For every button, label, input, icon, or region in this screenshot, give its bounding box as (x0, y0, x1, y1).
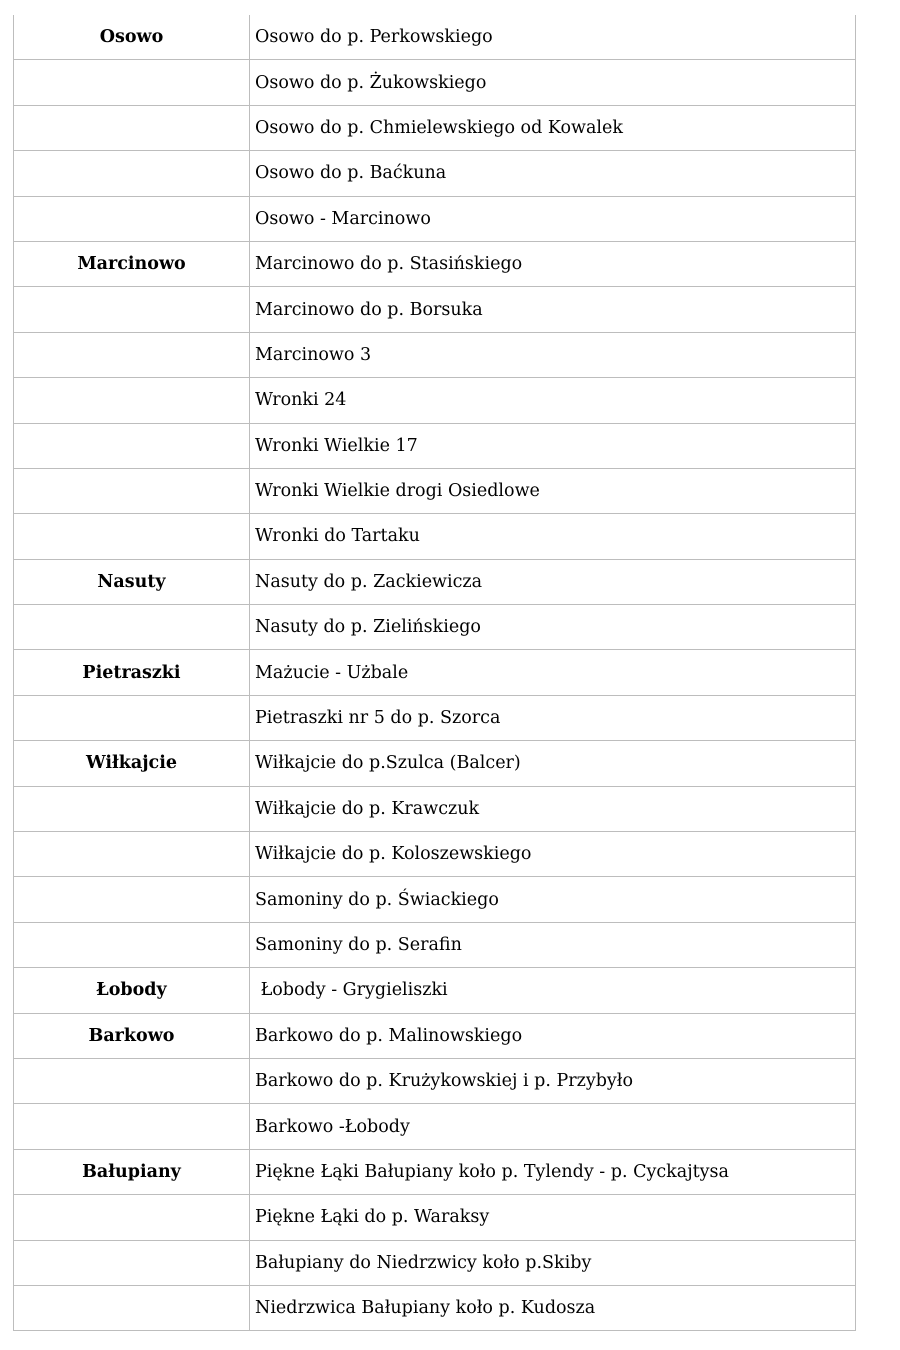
table-row (14, 514, 856, 559)
road-cell: Barkowo -Łobody (250, 1104, 856, 1149)
table-row (14, 423, 856, 468)
road-cell: Łobody - Grygieliszki (250, 968, 856, 1013)
road-cell: Marcinowo do p. Borsuka (250, 287, 856, 332)
road-cell: Pietraszki nr 5 do p. Szorca (250, 695, 856, 740)
table-row (14, 1285, 856, 1330)
village-cell (14, 1058, 250, 1103)
village-cell (14, 196, 250, 241)
road-cell: Piękne Łąki do p. Waraksy (250, 1195, 856, 1240)
road-cell: Marcinowo do p. Stasińskiego (250, 241, 856, 286)
table-row (14, 1195, 856, 1240)
road-cell: Osowo do p. Żukowskiego (250, 60, 856, 105)
table-row (14, 332, 856, 377)
road-cell: Samoniny do p. Serafin (250, 922, 856, 967)
road-cell: Osowo do p. Perkowskiego (250, 15, 856, 60)
roads-table-body (14, 15, 856, 1331)
village-cell (14, 151, 250, 196)
village-cell (14, 786, 250, 831)
village-cell (14, 832, 250, 877)
road-cell: Samoniny do p. Świackiego (250, 877, 856, 922)
table-row (14, 1240, 856, 1285)
village-cell (14, 287, 250, 332)
village-cell (14, 60, 250, 105)
table-row (14, 605, 856, 650)
village-cell: Wiłkajcie (14, 741, 250, 786)
village-cell (14, 1285, 250, 1330)
road-cell: Barkowo do p. Malinowskiego (250, 1013, 856, 1058)
village-cell (14, 378, 250, 423)
table-row (14, 650, 856, 695)
village-cell: Nasuty (14, 559, 250, 604)
table-row (14, 741, 856, 786)
village-cell (14, 1195, 250, 1240)
village-cell (14, 922, 250, 967)
village-cell (14, 514, 250, 559)
road-cell: Mażucie - Użbale (250, 650, 856, 695)
village-cell (14, 332, 250, 377)
table-row (14, 877, 856, 922)
road-cell: Barkowo do p. Krużykowskiej i p. Przybyło (250, 1058, 856, 1103)
table-row (14, 832, 856, 877)
road-cell: Nasuty do p. Zackiewicza (250, 559, 856, 604)
village-cell (14, 423, 250, 468)
table-row (14, 241, 856, 286)
table-row (14, 287, 856, 332)
road-cell: Wronki Wielkie drogi Osiedlowe (250, 468, 856, 513)
road-cell: Marcinowo 3 (250, 332, 856, 377)
village-cell: Osowo (14, 15, 250, 60)
road-cell: Osowo do p. Chmielewskiego od Kowalek (250, 105, 856, 150)
village-cell (14, 877, 250, 922)
road-cell: Wronki do Tartaku (250, 514, 856, 559)
village-cell: Bałupiany (14, 1149, 250, 1194)
village-cell (14, 1104, 250, 1149)
table-row (14, 15, 856, 60)
road-cell: Piękne Łąki Bałupiany koło p. Tylendy - p. Cyckajtysa (250, 1149, 856, 1194)
road-cell: Wiłkajcie do p.Szulca (Balcer) (250, 741, 856, 786)
village-cell (14, 1240, 250, 1285)
table-row (14, 468, 856, 513)
table-row (14, 1104, 856, 1149)
village-cell: Barkowo (14, 1013, 250, 1058)
road-cell: Wronki 24 (250, 378, 856, 423)
road-cell: Wiłkajcie do p. Krawczuk (250, 786, 856, 831)
village-cell: Łobody (14, 968, 250, 1013)
road-cell: Osowo - Marcinowo (250, 196, 856, 241)
table-row (14, 1058, 856, 1103)
road-cell: Osowo do p. Baćkuna (250, 151, 856, 196)
road-cell: Bałupiany do Niedrzwicy koło p.Skiby (250, 1240, 856, 1285)
road-cell: Wiłkajcie do p. Koloszewskiego (250, 832, 856, 877)
table-row (14, 559, 856, 604)
roads-table (13, 15, 856, 1331)
table-row (14, 695, 856, 740)
table-row (14, 922, 856, 967)
table-row (14, 786, 856, 831)
road-cell: Niedrzwica Bałupiany koło p. Kudosza (250, 1285, 856, 1330)
table-row (14, 378, 856, 423)
table-row (14, 60, 856, 105)
table-row (14, 1149, 856, 1194)
table-row (14, 151, 856, 196)
table-row (14, 196, 856, 241)
village-cell: Pietraszki (14, 650, 250, 695)
table-row (14, 1013, 856, 1058)
road-cell: Wronki Wielkie 17 (250, 423, 856, 468)
table-row (14, 105, 856, 150)
village-cell (14, 695, 250, 740)
village-cell (14, 468, 250, 513)
village-cell (14, 105, 250, 150)
village-cell (14, 605, 250, 650)
village-cell: Marcinowo (14, 241, 250, 286)
table-row (14, 968, 856, 1013)
road-cell: Nasuty do p. Zielińskiego (250, 605, 856, 650)
